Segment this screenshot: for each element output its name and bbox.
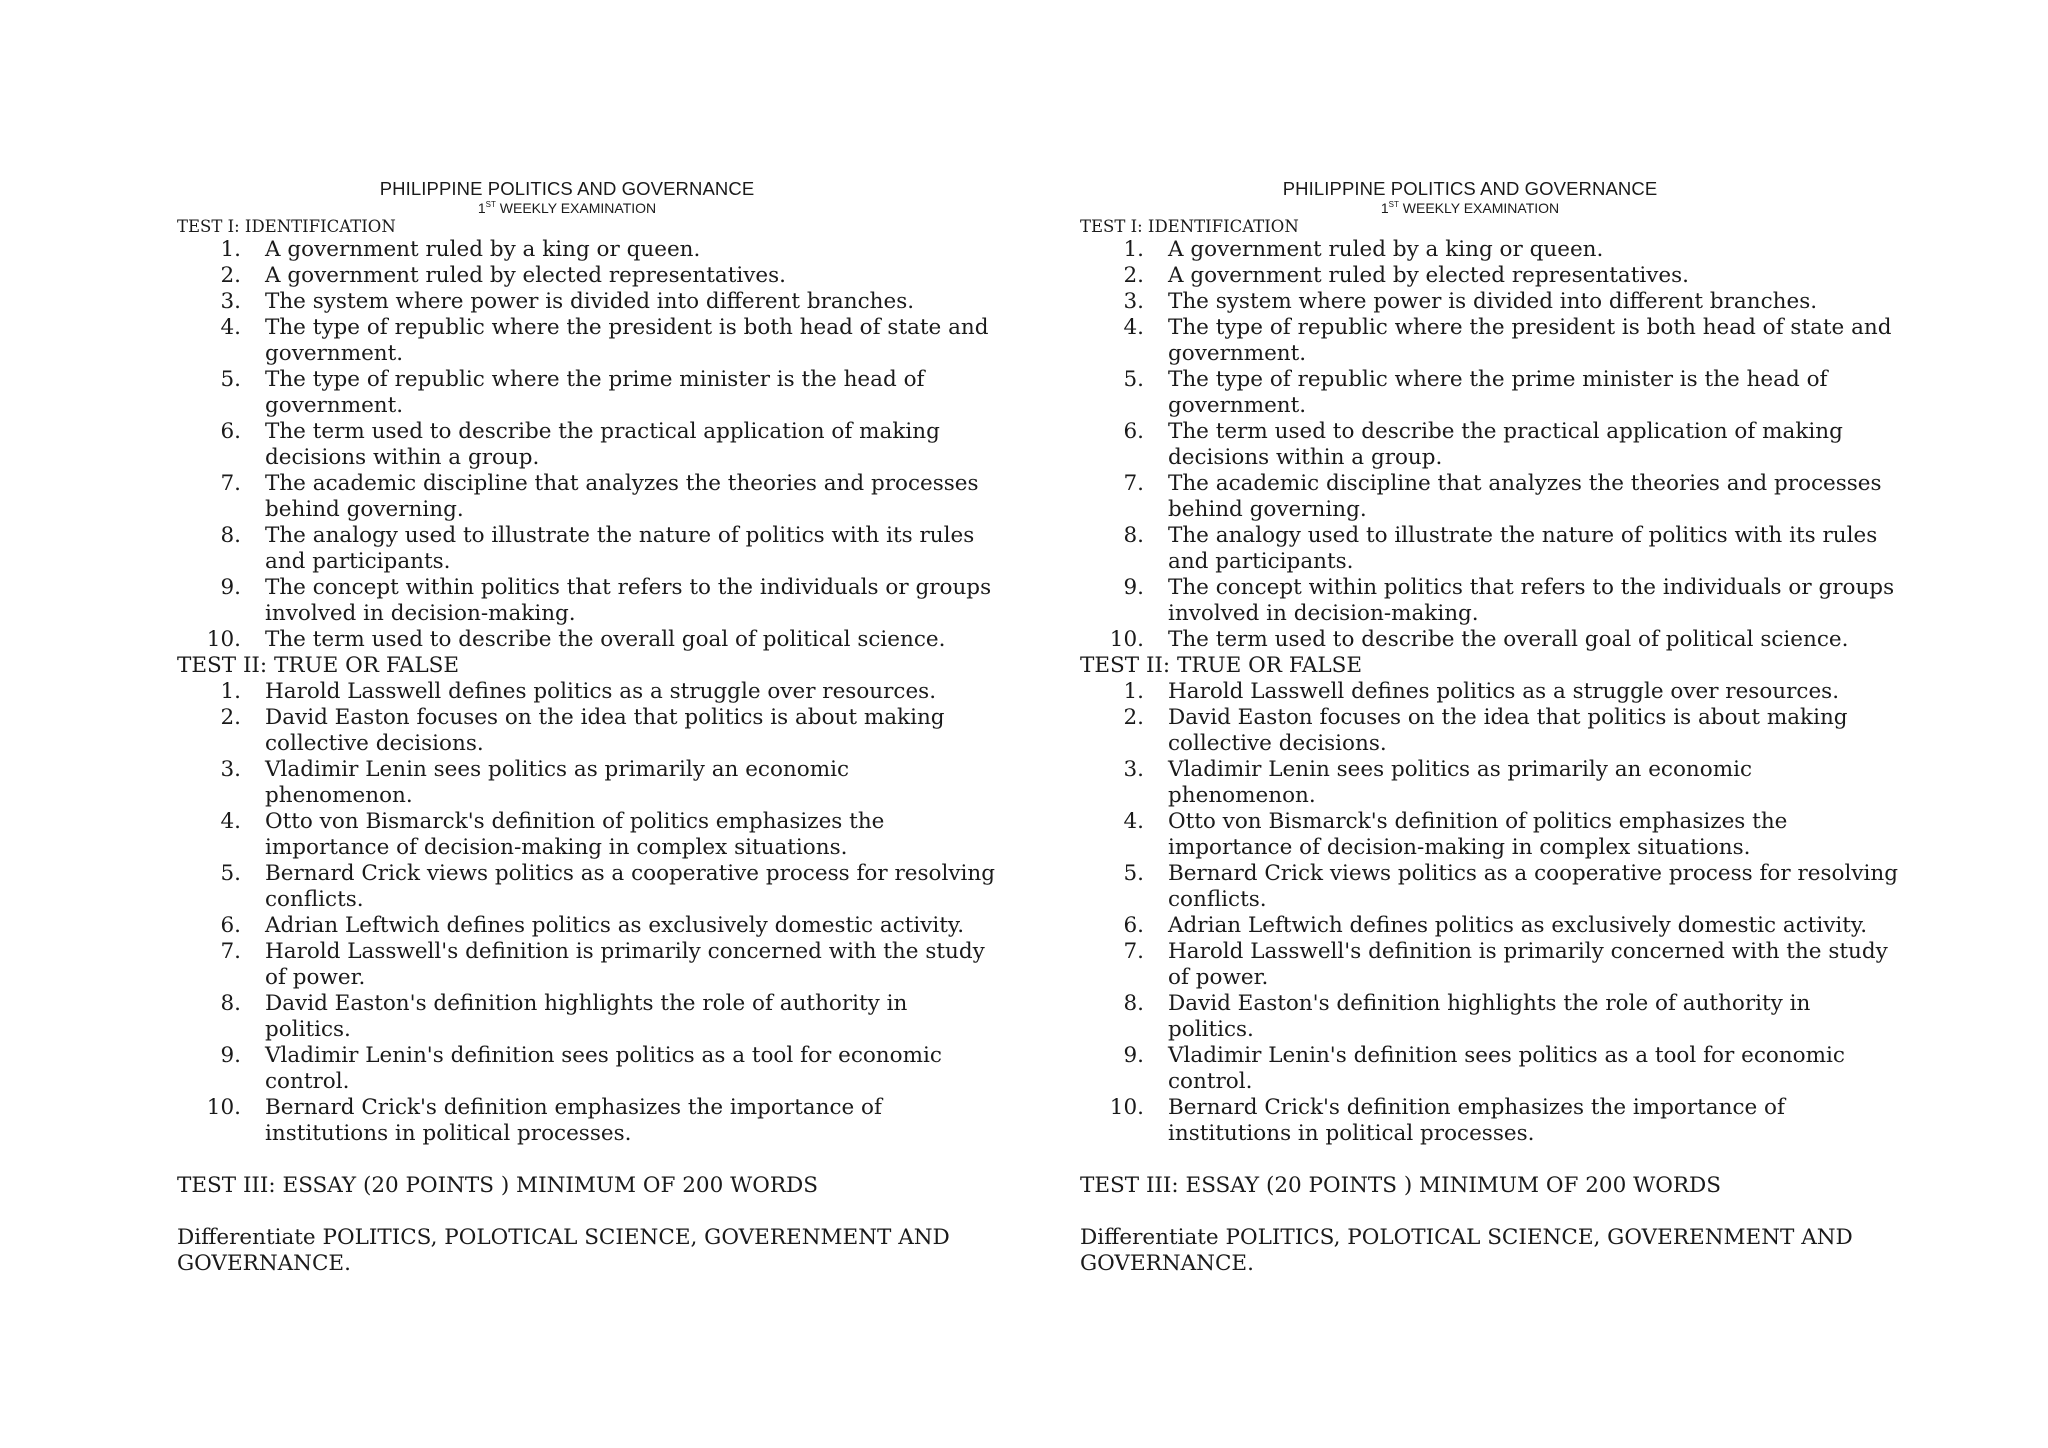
- item-text: Adrian Leftwich defines politics as exclusively domestic activity.: [265, 913, 965, 938]
- essay-prompt: Differentiate POLITICS, POLOTICAL SCIENCE, GOVERENMENT AND GOVERNANCE.: [177, 1225, 950, 1276]
- list-item: [1080, 939, 1900, 991]
- item-number: 7.: [1123, 471, 1144, 496]
- spacer: [1080, 1199, 1900, 1225]
- list-item: [1080, 679, 1900, 705]
- item-number: 10.: [206, 1095, 241, 1120]
- list-item: [1080, 1095, 1900, 1147]
- subtitle-ordinal-suffix: ST: [1388, 200, 1399, 209]
- list-item: [177, 991, 997, 1043]
- item-text: David Easton's definition highlights the role of authority in politics.: [265, 991, 908, 1042]
- item-text: The term used to describe the practical application of making decisions within a group.: [265, 419, 940, 470]
- list-item: [1080, 289, 1900, 315]
- item-number: 3.: [1123, 289, 1144, 314]
- item-text: Otto von Bismarck's definition of politics emphasizes the importance of decision-making in complex situations.: [265, 809, 885, 860]
- subtitle-ordinal-suffix: ST: [485, 200, 496, 209]
- item-number: 7.: [220, 471, 241, 496]
- list-item: [177, 237, 997, 263]
- list-item: [1080, 861, 1900, 913]
- item-text: David Easton focuses on the idea that politics is about making collective decisions.: [265, 705, 945, 756]
- list-item: [1080, 315, 1900, 367]
- list-item: [1080, 263, 1900, 289]
- test2-list: [1080, 679, 1900, 1147]
- test2-heading: TEST II: TRUE OR FALSE: [1080, 653, 1363, 678]
- item-text: Harold Lasswell defines politics as a struggle over resources.: [265, 679, 937, 704]
- item-number: 7.: [1123, 939, 1144, 964]
- list-item: [1080, 1043, 1900, 1095]
- list-item: [1080, 471, 1900, 523]
- list-item: [177, 679, 997, 705]
- item-number: 10.: [206, 627, 241, 652]
- exam-title: PHILIPPINE POLITICS AND GOVERNANCE: [379, 178, 755, 199]
- item-text: Harold Lasswell defines politics as a struggle over resources.: [1168, 679, 1840, 704]
- list-item: [1080, 757, 1900, 809]
- list-item: [177, 1043, 997, 1095]
- exam-page-right: [1080, 178, 1900, 1277]
- test2-heading: TEST II: TRUE OR FALSE: [177, 653, 460, 678]
- list-item: [1080, 419, 1900, 471]
- item-number: 3.: [220, 289, 241, 314]
- item-text: A government ruled by a king or queen.: [265, 237, 701, 262]
- list-item: [177, 757, 997, 809]
- list-item: [177, 913, 997, 939]
- list-item: [177, 809, 997, 861]
- list-item: [177, 471, 997, 523]
- test1-heading: TEST I: IDENTIFICATION: [177, 217, 396, 236]
- exam-subtitle: [177, 200, 997, 217]
- item-text: Vladimir Lenin sees politics as primarily an economic phenomenon.: [265, 757, 849, 808]
- item-number: 6.: [220, 913, 241, 938]
- item-text: The term used to describe the overall goal of political science.: [1168, 627, 1849, 652]
- item-number: 2.: [220, 705, 241, 730]
- item-number: 2.: [1123, 705, 1144, 730]
- item-text: Adrian Leftwich defines politics as exclusively domestic activity.: [1168, 913, 1868, 938]
- item-number: 9.: [1123, 1043, 1144, 1068]
- list-item: [1080, 705, 1900, 757]
- item-text: Bernard Crick views politics as a cooperative process for resolving conflicts.: [265, 861, 995, 912]
- list-item: [1080, 991, 1900, 1043]
- item-text: The type of republic where the president is both head of state and government.: [1168, 315, 1892, 366]
- item-text: David Easton focuses on the idea that politics is about making collective decisions.: [1168, 705, 1848, 756]
- subtitle-text: WEEKLY EXAMINATION: [495, 200, 657, 216]
- item-text: The analogy used to illustrate the nature of politics with its rules and participants.: [1168, 523, 1878, 574]
- item-text: Bernard Crick views politics as a cooperative process for resolving conflicts.: [1168, 861, 1898, 912]
- item-text: The concept within politics that refers to the individuals or groups involved in decision-making.: [265, 575, 992, 626]
- spacer: [1080, 1147, 1900, 1173]
- item-text: The academic discipline that analyzes the theories and processes behind governing.: [1168, 471, 1882, 522]
- spacer: [177, 1199, 997, 1225]
- item-number: 6.: [1123, 419, 1144, 444]
- item-number: 1.: [1123, 237, 1144, 262]
- item-number: 1.: [1123, 679, 1144, 704]
- item-text: Vladimir Lenin's definition sees politics as a tool for economic control.: [265, 1043, 942, 1094]
- exam-title: PHILIPPINE POLITICS AND GOVERNANCE: [1282, 178, 1658, 199]
- list-item: [1080, 367, 1900, 419]
- list-item: [177, 627, 997, 653]
- item-text: Harold Lasswell's definition is primarily concerned with the study of power.: [265, 939, 985, 990]
- exam-page-left: [177, 178, 997, 1277]
- item-number: 7.: [220, 939, 241, 964]
- list-item: [177, 575, 997, 627]
- item-text: The system where power is divided into different branches.: [265, 289, 915, 314]
- test3-heading: TEST III: ESSAY (20 POINTS ) MINIMUM OF 200 WORDS: [177, 1173, 818, 1198]
- item-text: The academic discipline that analyzes the theories and processes behind governing.: [265, 471, 979, 522]
- item-number: 4.: [220, 809, 241, 834]
- list-item: [177, 523, 997, 575]
- test1-list: [177, 237, 997, 653]
- item-text: The system where power is divided into different branches.: [1168, 289, 1818, 314]
- list-item: [177, 705, 997, 757]
- item-number: 2.: [220, 263, 241, 288]
- list-item: [1080, 575, 1900, 627]
- list-item: [1080, 523, 1900, 575]
- exam-subtitle: [1080, 200, 1900, 217]
- list-item: [1080, 809, 1900, 861]
- item-text: The type of republic where the prime minister is the head of government.: [265, 367, 925, 418]
- list-item: [177, 289, 997, 315]
- essay-prompt: Differentiate POLITICS, POLOTICAL SCIENCE, GOVERENMENT AND GOVERNANCE.: [1080, 1225, 1853, 1276]
- subtitle-ordinal: 1: [477, 200, 486, 216]
- list-item: [177, 367, 997, 419]
- item-text: Vladimir Lenin sees politics as primarily an economic phenomenon.: [1168, 757, 1752, 808]
- subtitle-ordinal: 1: [1380, 200, 1389, 216]
- item-number: 3.: [220, 757, 241, 782]
- item-number: 1.: [220, 237, 241, 262]
- list-item: [177, 263, 997, 289]
- item-number: 5.: [1123, 861, 1144, 886]
- item-text: The type of republic where the president is both head of state and government.: [265, 315, 989, 366]
- list-item: [1080, 237, 1900, 263]
- item-number: 5.: [1123, 367, 1144, 392]
- list-item: [177, 861, 997, 913]
- spacer: [177, 1147, 997, 1173]
- item-text: A government ruled by elected representatives.: [265, 263, 786, 288]
- test2-list: [177, 679, 997, 1147]
- item-text: A government ruled by a king or queen.: [1168, 237, 1604, 262]
- list-item: [177, 939, 997, 991]
- item-text: David Easton's definition highlights the role of authority in politics.: [1168, 991, 1811, 1042]
- item-number: 4.: [1123, 809, 1144, 834]
- item-number: 6.: [1123, 913, 1144, 938]
- item-text: The term used to describe the practical application of making decisions within a group.: [1168, 419, 1843, 470]
- item-text: Harold Lasswell's definition is primarily concerned with the study of power.: [1168, 939, 1888, 990]
- item-number: 1.: [220, 679, 241, 704]
- test1-list: [1080, 237, 1900, 653]
- item-number: 8.: [1123, 523, 1144, 548]
- item-number: 9.: [220, 1043, 241, 1068]
- item-text: The analogy used to illustrate the nature of politics with its rules and participants.: [265, 523, 975, 574]
- item-text: The concept within politics that refers to the individuals or groups involved in decision-making.: [1168, 575, 1895, 626]
- item-number: 9.: [1123, 575, 1144, 600]
- item-number: 10.: [1109, 627, 1144, 652]
- list-item: [177, 419, 997, 471]
- item-number: 2.: [1123, 263, 1144, 288]
- item-text: Otto von Bismarck's definition of politics emphasizes the importance of decision-making in complex situations.: [1168, 809, 1788, 860]
- item-number: 8.: [220, 991, 241, 1016]
- test3-heading: TEST III: ESSAY (20 POINTS ) MINIMUM OF 200 WORDS: [1080, 1173, 1721, 1198]
- list-item: [177, 1095, 997, 1147]
- item-number: 4.: [220, 315, 241, 340]
- item-text: The type of republic where the prime minister is the head of government.: [1168, 367, 1828, 418]
- item-text: Vladimir Lenin's definition sees politics as a tool for economic control.: [1168, 1043, 1845, 1094]
- item-number: 4.: [1123, 315, 1144, 340]
- list-item: [1080, 913, 1900, 939]
- item-text: A government ruled by elected representatives.: [1168, 263, 1689, 288]
- item-number: 8.: [220, 523, 241, 548]
- subtitle-text: WEEKLY EXAMINATION: [1398, 200, 1560, 216]
- test1-heading: TEST I: IDENTIFICATION: [1080, 217, 1299, 236]
- item-text: Bernard Crick's definition emphasizes the importance of institutions in political processes.: [1168, 1095, 1785, 1146]
- list-item: [177, 315, 997, 367]
- item-number: 5.: [220, 367, 241, 392]
- item-text: The term used to describe the overall goal of political science.: [265, 627, 946, 652]
- list-item: [1080, 627, 1900, 653]
- item-number: 6.: [220, 419, 241, 444]
- item-number: 5.: [220, 861, 241, 886]
- item-number: 9.: [220, 575, 241, 600]
- item-number: 3.: [1123, 757, 1144, 782]
- item-text: Bernard Crick's definition emphasizes the importance of institutions in political processes.: [265, 1095, 882, 1146]
- item-number: 10.: [1109, 1095, 1144, 1120]
- item-number: 8.: [1123, 991, 1144, 1016]
